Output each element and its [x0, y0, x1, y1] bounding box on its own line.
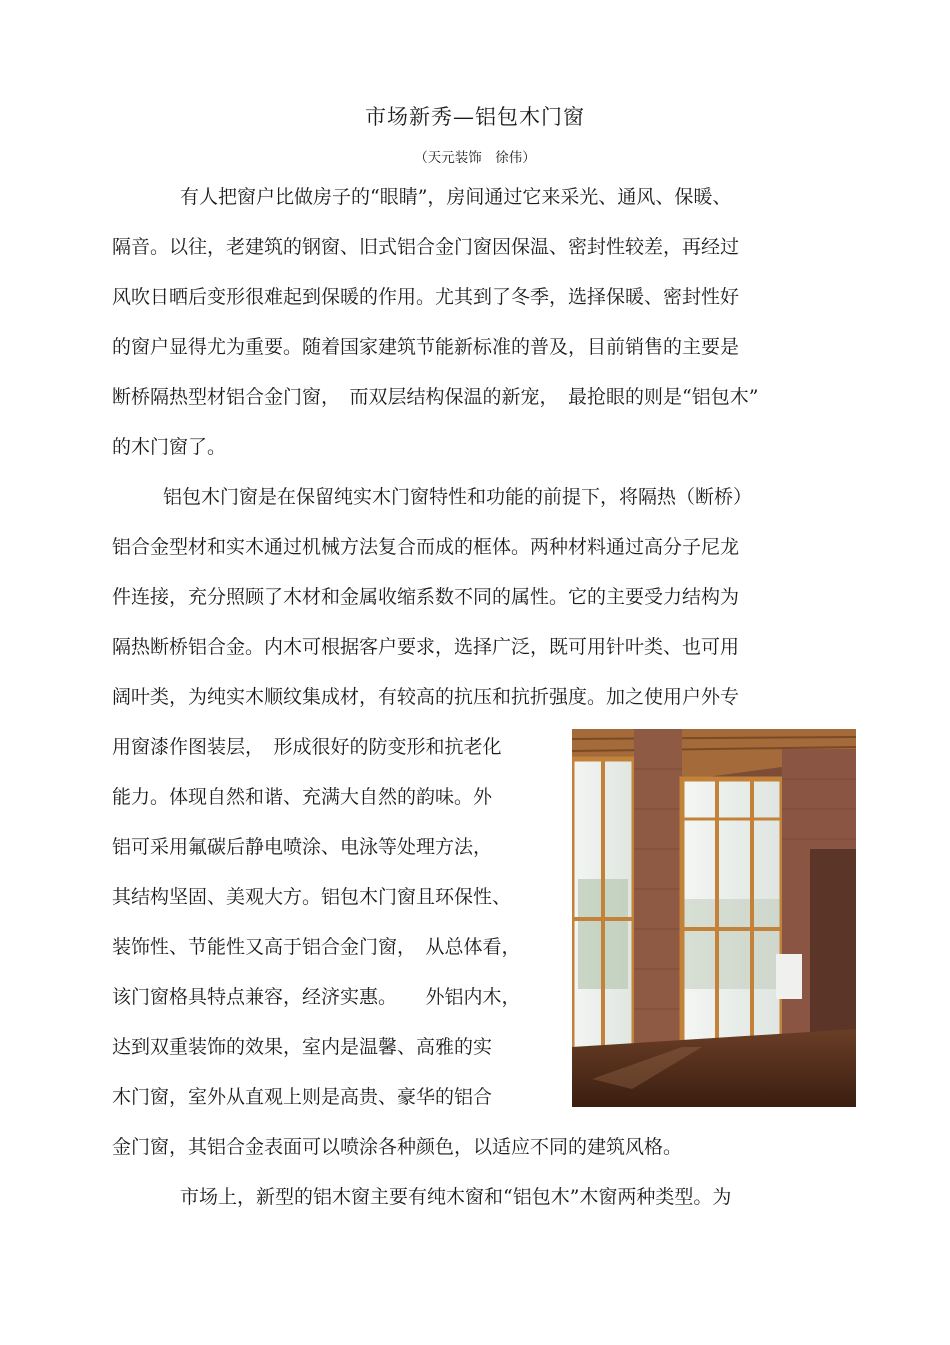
paragraph-line: 有人把窗户比做房子的“眼睛”，房间通过它来采光、通风、保暖、 [180, 186, 732, 208]
paragraph-line: 风吹日晒后变形很难起到保暖的作用。尤其到了冬季，选择保暖、密封性好 [112, 286, 740, 308]
paragraph-line: 其结构坚固、美观大方。铝包木门窗且环保性、 [112, 886, 512, 908]
paragraph-line: 铝合金型材和实木通过机械方法复合而成的框体。两种材料通过高分子尼龙 [112, 536, 740, 558]
paragraph-line: 金门窗，其铝合金表面可以喷涂各种颜色，以适应不同的建筑风格。 [112, 1136, 683, 1158]
paragraph-line: 隔热断桥铝合金。内木可根据客户要求，选择广泛，既可用针叶类、也可用 [112, 636, 740, 658]
paragraph-line: 装饰性、节能性又高于铝合金门窗， 从总体看， [112, 936, 521, 958]
paragraph-line: 用窗漆作图装层， 形成很好的防变形和抗老化 [112, 736, 502, 758]
paragraph-line: 达到双重装饰的效果，室内是温馨、高雅的实 [112, 1036, 493, 1058]
paragraph-line: 的木门窗了。 [112, 436, 227, 458]
paragraph-line: 隔音。以往，老建筑的钢窗、旧式铝合金门窗因保温、密封性较差，再经过 [112, 236, 740, 258]
paragraph-line: 能力。体现自然和谐、充满大自然的韵味。外 [112, 786, 493, 808]
paragraph-line: 木门窗，室外从直观上则是高贵、豪华的铝合 [112, 1086, 493, 1108]
paragraph-line: 市场上，新型的铝木窗主要有纯木窗和“铝包木”木窗两种类型。为 [180, 1186, 732, 1208]
paragraph-line: 铝包木门窗是在保留纯实木门窗特性和功能的前提下，将隔热（断桥） [163, 486, 753, 508]
paragraph-line: 铝可采用氟碳后静电喷涂、电泳等处理方法， [112, 836, 493, 858]
paragraph-line: 该门窗格具特点兼容，经济实惠。 外铝内木， [112, 986, 521, 1008]
window-room-illustration [572, 729, 856, 1107]
interior-photo [572, 729, 856, 1107]
paragraph-line: 件连接，充分照顾了木材和金属收缩系数不同的属性。它的主要受力结构为 [112, 586, 740, 608]
paragraph-line: 的窗户显得尤为重要。随着国家建筑节能新标准的普及，目前销售的主要是 [112, 336, 740, 358]
paragraph-line: 断桥隔热型材铝合金门窗， 而双层结构保温的新宠， 最抢眼的则是“铝包木” [112, 386, 759, 408]
document-title: 市场新秀—铝包木门窗 [365, 105, 585, 129]
author-byline: （天元装饰 徐伟） [414, 150, 536, 166]
paragraph-line: 阔叶类，为纯实木顺纹集成材，有较高的抗压和抗折强度。加之使用户外专 [112, 686, 740, 708]
